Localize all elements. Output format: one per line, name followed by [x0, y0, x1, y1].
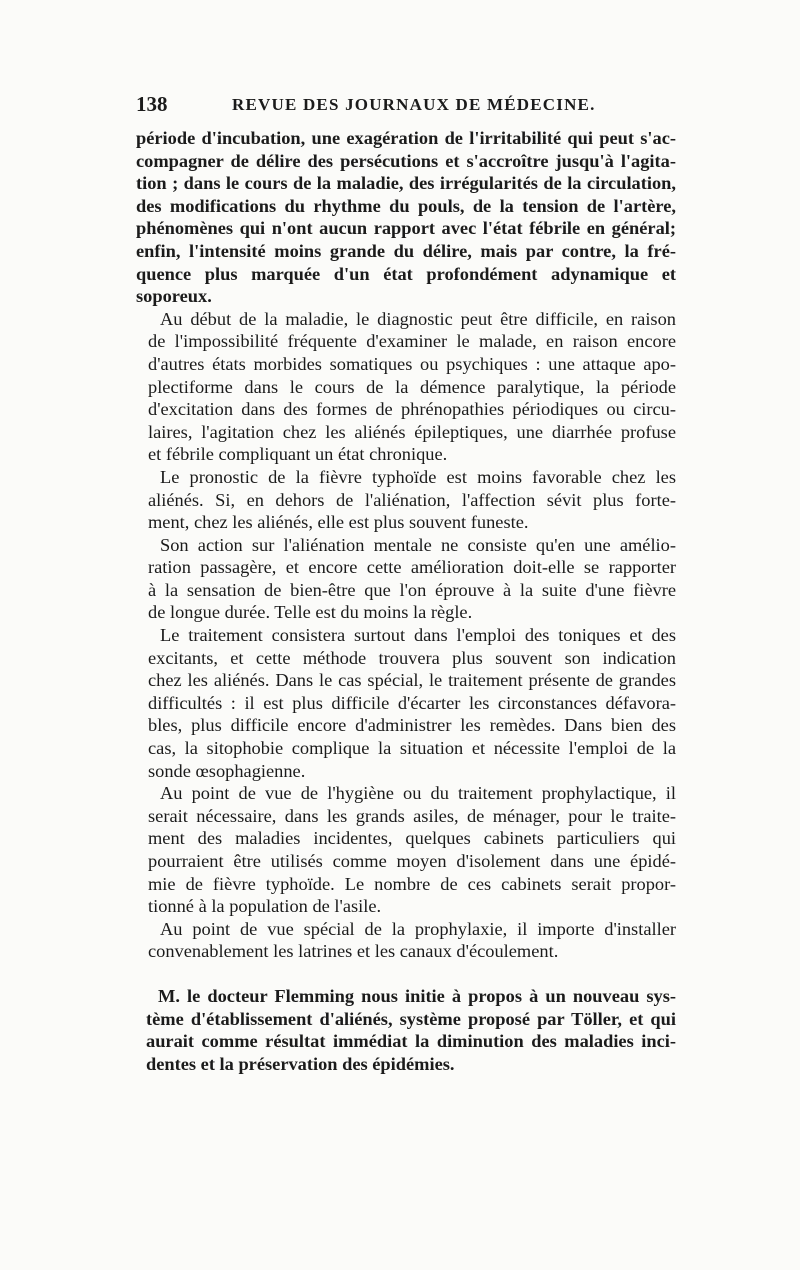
text-line: période d'incubation, une exagération de l'irritabilité qui peut s'ac-	[136, 128, 676, 148]
text-line: mie de fièvre typhoïde. Le nombre de ces cabinets serait propor-	[148, 873, 676, 894]
text-line: tion ; dans le cours de la maladie, des irrégularités de la circulation,	[136, 173, 676, 194]
text-line: Au point de vue de l'hygiène ou du traitement prophylactique, il	[160, 783, 676, 804]
text-line: des modifications du rhythme du pouls, de la tension de l'artère,	[136, 195, 676, 216]
text-line: difficultés : il est plus difficile d'écarter les circonstances défavora-	[148, 692, 676, 713]
text-line: dentes et la préservation des épidémies.	[146, 1053, 455, 1074]
text-line: bles, plus difficile encore d'administrer les remèdes. Dans bien des	[148, 715, 676, 736]
text-line: Le pronostic de la fièvre typhoïde est moins favorable chez les	[160, 466, 676, 487]
paragraph	[136, 534, 676, 624]
text-line: Au début de la maladie, le diagnostic peut être difficile, en raison	[160, 308, 676, 329]
text-line: d'excitation dans des formes de phrénopathies périodiques ou circu-	[148, 399, 676, 420]
text-line: à la sensation de bien-être que l'on éprouve à la suite d'une fièvre	[148, 579, 676, 600]
text-line: d'autres états morbides somatiques ou psychiques : une attaque apo-	[148, 353, 676, 374]
text-line: serait nécessaire, dans les grands asiles, de ménager, pour le traite-	[148, 805, 676, 826]
paragraph	[136, 308, 676, 466]
text-line: phénomènes qui n'ont aucun rapport avec l'état fébrile en général;	[136, 218, 676, 239]
paragraph	[136, 127, 676, 308]
text-line: cas, la sitophobie complique la situation et nécessite l'emploi de la	[148, 738, 676, 759]
paragraph	[136, 624, 676, 782]
page-number: 138	[136, 92, 168, 116]
text-line: quence plus marquée d'un état profondément adynamique et	[136, 263, 676, 284]
text-line: M. le docteur Flemming nous initie à propos à un nouveau sys-	[158, 985, 676, 1006]
text-line: et fébrile compliquant un état chronique.	[148, 444, 448, 465]
running-title: REVUE DES JOURNAUX DE MÉDECINE.	[232, 95, 596, 114]
paragraph	[136, 918, 676, 963]
text-line: excitants, et cette méthode trouvera plus souvent son indication	[148, 647, 676, 668]
text-line: pourraient être utilisés comme moyen d'isolement dans une épidé-	[148, 851, 676, 871]
text-line: aurait comme résultat immédiat la diminution des maladies inci-	[146, 1031, 676, 1052]
text-line: Son action sur l'aliénation mentale ne consiste qu'en une amélio-	[160, 534, 676, 555]
text-line: Au point de vue spécial de la prophylaxie, il importe d'installer	[160, 918, 676, 939]
text-line: laires, l'agitation chez les aliénés épileptiques, une diarrhée profuse	[148, 421, 676, 442]
closing-paragraph	[136, 985, 676, 1075]
text-line: ment, chez les aliénés, elle est plus souvent funeste.	[148, 512, 529, 533]
text-line: tionné à la population de l'asile.	[148, 896, 382, 917]
text-line: de longue durée. Telle est du moins la règle.	[148, 602, 473, 623]
text-line: soporeux.	[136, 286, 212, 307]
text-line: de l'impossibilité fréquente d'examiner le malade, en raison encore	[148, 331, 676, 352]
text-line: chez les aliénés. Dans le cas spécial, le traitement présente de grandes	[148, 670, 676, 691]
text-line: sonde œsophagienne.	[148, 760, 306, 781]
text-line: convenablement les latrines et les canaux d'écoulement.	[148, 941, 559, 962]
text-line: ration passagère, et encore cette amélioration doit-elle se rapporter	[148, 557, 676, 578]
paragraph	[136, 466, 676, 534]
text-line: compagner de délire des persécutions et s'accroître jusqu'à l'agita-	[136, 150, 676, 171]
text-line: Le traitement consistera surtout dans l'emploi des toniques et des	[160, 625, 676, 646]
text-line: tème d'établissement d'aliénés, système proposé par Töller, et qui	[146, 1008, 676, 1029]
body-text	[136, 127, 676, 1075]
page-header	[136, 92, 676, 120]
paragraph	[136, 782, 676, 918]
text-line: aliénés. Si, en dehors de l'aliénation, l'affection sévit plus forte-	[148, 489, 676, 510]
text-line: plectiforme dans le cours de la démence paralytique, la période	[148, 376, 676, 397]
text-line: ment des maladies incidentes, quelques cabinets particuliers qui	[148, 828, 676, 849]
text-line: enfin, l'intensité moins grande du délire, mais par contre, la fré-	[136, 240, 676, 261]
